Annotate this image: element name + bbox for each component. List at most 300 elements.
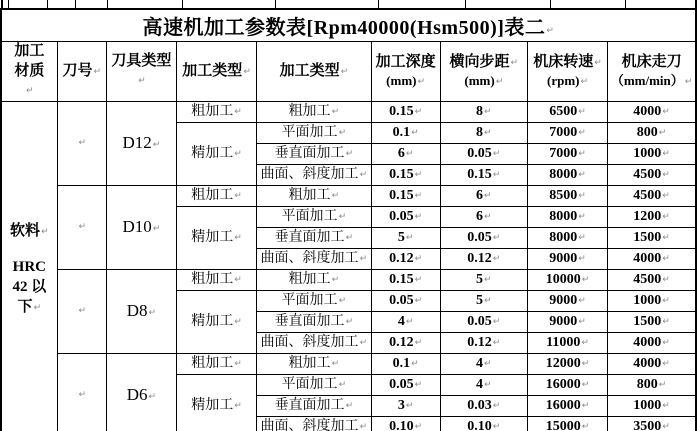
cell-text: 垂直面加工	[274, 229, 345, 245]
paragraph-mark: ↵	[414, 337, 423, 348]
table-row	[1, 269, 696, 290]
paragraph-mark: ↵	[492, 421, 501, 431]
paragraph-mark: ↵	[414, 106, 423, 117]
paragraph-mark: ↵	[662, 190, 670, 201]
paragraph-mark: ↵	[414, 211, 423, 222]
cell-text: 4000	[633, 250, 662, 266]
machining-type-cell	[176, 374, 256, 431]
cell-speed	[527, 101, 607, 122]
col-header-tool-type	[106, 42, 176, 102]
paragraph-mark: ↵	[411, 127, 419, 138]
cell-step	[440, 332, 527, 353]
cell-feed	[608, 101, 696, 122]
cell-step	[440, 290, 527, 311]
cell-text: 4000	[633, 103, 662, 119]
cell-text: 精加工	[191, 313, 234, 329]
cell-text: 1500	[633, 313, 662, 329]
cell-text: 8000	[549, 208, 578, 224]
cell-text: 6	[397, 145, 405, 161]
page-title	[1, 9, 696, 42]
paragraph-mark: ↵	[234, 358, 242, 369]
cell-speed	[527, 332, 607, 353]
paragraph-mark: ↵	[662, 274, 670, 285]
machining-type-cell	[176, 353, 256, 374]
paragraph-mark: ↵	[484, 358, 492, 369]
machining-subtype-cell	[257, 290, 371, 311]
paragraph-mark: ↵	[581, 379, 590, 390]
cell-step	[440, 416, 527, 431]
cell-speed	[527, 143, 607, 164]
cell-text: HRC 42 以下	[12, 258, 47, 316]
cell-text: 粗加工	[288, 103, 331, 119]
previous-table-bottom-edge	[0, 0, 699, 8]
cell-text: 4000	[633, 355, 662, 371]
cell-step	[440, 248, 527, 269]
title-text: 高速机加工参数表[Rpm40000(Hsm500)]表二	[142, 17, 546, 39]
cell-depth	[371, 164, 440, 185]
cell-text: D6	[126, 385, 148, 404]
cell-text: 16000	[545, 376, 581, 392]
cell-speed	[527, 416, 607, 431]
cell-text: 0.05	[467, 229, 492, 245]
cell-text: 800	[636, 124, 658, 140]
cell-text: 9000	[549, 292, 578, 308]
cell-text: 4	[476, 376, 484, 392]
paragraph-mark: ↵	[658, 379, 667, 390]
paragraph-mark: ↵	[78, 306, 86, 317]
grid-line	[8, 0, 9, 8]
paragraph-mark: ↵	[578, 253, 586, 264]
paragraph-mark: ↵	[578, 148, 586, 159]
cell-speed	[527, 185, 607, 206]
paragraph-mark: ↵	[492, 400, 501, 411]
machining-subtype-cell	[257, 353, 371, 374]
cell-step	[440, 227, 527, 248]
cell-step	[440, 395, 527, 416]
header-text: 刀具类型	[111, 52, 172, 69]
paragraph-mark: ↵	[152, 140, 161, 150]
paragraph-mark: ↵	[243, 66, 251, 77]
table-body	[1, 101, 696, 431]
paragraph-mark: ↵	[414, 379, 423, 390]
paragraph-mark: ↵	[662, 337, 670, 348]
cell-text: 10000	[545, 271, 581, 287]
paragraph-mark: ↵	[662, 148, 670, 159]
header-row	[1, 42, 696, 102]
cell-text: 精加工	[191, 145, 234, 161]
cell-step	[440, 206, 527, 227]
paragraph-mark: ↵	[338, 379, 347, 390]
cell-feed	[608, 248, 696, 269]
paragraph-mark: ↵	[359, 421, 368, 431]
cell-text: 1500	[633, 229, 662, 245]
cell-step	[440, 353, 527, 374]
cell-text: 粗加工	[191, 271, 234, 287]
cell-text: 0.12	[389, 334, 414, 350]
cell-speed	[527, 290, 607, 311]
tool-type-cell	[106, 185, 176, 269]
cell-feed	[608, 143, 696, 164]
paragraph-mark: ↵	[662, 316, 670, 327]
cell-depth	[371, 122, 440, 143]
paragraph-mark: ↵	[546, 26, 555, 36]
cell-text: 0.15	[389, 271, 414, 287]
header-text: 加工类型	[182, 62, 243, 79]
cell-depth	[371, 416, 440, 431]
paragraph-mark: ↵	[345, 148, 354, 159]
cell-text: 0.05	[389, 208, 414, 224]
paragraph-mark: ↵	[581, 337, 589, 348]
cell-depth	[371, 374, 440, 395]
paragraph-mark: ↵	[581, 274, 590, 285]
cell-text: 3500	[633, 418, 662, 431]
cell-text: 12000	[545, 355, 581, 371]
paragraph-mark: ↵	[662, 106, 670, 117]
paragraph-mark: ↵	[484, 295, 492, 306]
cell-text: 0.10	[467, 418, 492, 431]
cell-text: 3	[397, 397, 405, 413]
machining-type-cell	[176, 122, 256, 185]
header-unit: (rpm)	[547, 72, 580, 88]
cell-depth	[371, 143, 440, 164]
cell-speed	[527, 395, 607, 416]
paragraph-mark: ↵	[331, 274, 340, 285]
machining-subtype-cell	[257, 374, 371, 395]
cell-text: 1000	[633, 397, 662, 413]
paragraph-mark: ↵	[578, 211, 586, 222]
cell-depth	[371, 185, 440, 206]
cell-text: 1000	[633, 292, 662, 308]
tool-no-cell	[57, 269, 106, 353]
cell-text: 软料	[10, 222, 41, 239]
tool-type-cell	[106, 269, 176, 353]
paragraph-mark: ↵	[234, 190, 242, 201]
paragraph-mark: ↵	[662, 400, 670, 411]
cell-depth	[371, 332, 440, 353]
cell-depth	[371, 101, 440, 122]
cell-text: 0.15	[389, 187, 414, 203]
cell-text: 16000	[545, 397, 581, 413]
cell-text: 6	[476, 187, 484, 203]
machining-subtype-cell	[257, 164, 371, 185]
cell-step	[440, 143, 527, 164]
cell-text: 8500	[549, 187, 578, 203]
paragraph-mark: ↵	[580, 76, 589, 87]
cell-text: 8000	[549, 229, 578, 245]
cell-text: 4000	[633, 334, 662, 350]
cell-feed	[608, 290, 696, 311]
paragraph-mark: ↵	[662, 295, 670, 306]
machining-subtype-cell	[257, 248, 371, 269]
paragraph-mark: ↵	[340, 66, 349, 77]
cell-text: 5	[476, 271, 484, 287]
cell-feed	[608, 374, 696, 395]
cell-depth	[371, 227, 440, 248]
paragraph-mark: ↵	[405, 400, 414, 411]
machining-subtype-cell	[257, 332, 371, 353]
cell-text: 1000	[633, 145, 662, 161]
paragraph-mark: ↵	[234, 274, 242, 285]
table-row	[1, 185, 696, 206]
grid-line	[275, 0, 276, 8]
machining-type-cell	[176, 206, 256, 269]
machining-subtype-cell	[257, 101, 371, 122]
cell-step	[440, 122, 527, 143]
cell-text: 1200	[633, 208, 662, 224]
grid-line	[378, 0, 379, 8]
paragraph-mark: ↵	[405, 232, 414, 243]
paragraph-mark: ↵	[405, 316, 414, 327]
cell-feed	[608, 206, 696, 227]
paragraph-mark: ↵	[234, 316, 242, 327]
paragraph-mark: ↵	[662, 253, 670, 264]
cell-text: 0.12	[467, 334, 492, 350]
cell-feed	[608, 122, 696, 143]
cell-text: 4	[476, 355, 484, 371]
cell-step	[440, 269, 527, 290]
paragraph-mark: ↵	[510, 58, 519, 69]
paragraph-mark: ↵	[484, 379, 492, 390]
cell-feed	[608, 311, 696, 332]
cell-feed	[608, 164, 696, 185]
paragraph-mark: ↵	[594, 58, 602, 69]
header-text: 加工类型	[279, 62, 340, 79]
cell-feed	[608, 269, 696, 290]
cell-text: 粗加工	[288, 187, 331, 203]
paragraph-mark: ↵	[359, 337, 368, 348]
col-header-tool-no	[57, 42, 106, 102]
cell-text: 粗加工	[288, 271, 331, 287]
cell-step	[440, 311, 527, 332]
cell-text: 粗加工	[288, 355, 331, 371]
cell-text: 0.05	[389, 292, 414, 308]
paragraph-mark: ↵	[234, 148, 242, 159]
paragraph-mark: ↵	[138, 76, 146, 87]
tool-no-cell	[57, 353, 106, 431]
cell-text: 0.1	[392, 355, 411, 371]
paragraph-mark: ↵	[484, 190, 492, 201]
cell-text: 5	[476, 292, 484, 308]
cell-text: 平面加工	[281, 124, 338, 140]
paragraph-mark: ↵	[331, 190, 340, 201]
cell-text: 平面加工	[281, 292, 338, 308]
paragraph-mark: ↵	[148, 392, 157, 402]
cell-text: 曲面、斜度加工	[260, 418, 359, 431]
cell-depth	[371, 206, 440, 227]
cell-text: 800	[636, 376, 658, 392]
cell-text: D12	[122, 133, 152, 152]
paragraph-mark: ↵	[484, 127, 492, 138]
cell-text: 4500	[633, 271, 662, 287]
cell-step	[440, 101, 527, 122]
paragraph-mark: ↵	[331, 106, 340, 117]
cell-text: 7000	[549, 124, 578, 140]
paragraph-mark: ↵	[414, 274, 423, 285]
cell-speed	[527, 164, 607, 185]
cell-text: 曲面、斜度加工	[260, 334, 359, 350]
paragraph-mark: ↵	[345, 316, 354, 327]
paragraph-mark: ↵	[414, 169, 423, 180]
paragraph-mark: ↵	[78, 222, 86, 233]
cell-feed	[608, 353, 696, 374]
machining-subtype-cell	[257, 311, 371, 332]
paragraph-mark: ↵	[578, 127, 586, 138]
cell-text: 0.12	[467, 250, 492, 266]
paragraph-mark: ↵	[662, 421, 670, 431]
machining-type-cell	[176, 101, 256, 122]
paragraph-mark: ↵	[495, 76, 504, 87]
cell-text: 平面加工	[281, 376, 338, 392]
cell-text: 6	[476, 208, 484, 224]
paragraph-mark: ↵	[26, 86, 34, 96]
paragraph-mark: ↵	[338, 295, 347, 306]
paragraph-mark: ↵	[578, 316, 586, 327]
cell-speed	[527, 353, 607, 374]
cell-depth	[371, 290, 440, 311]
cell-depth	[371, 269, 440, 290]
cell-depth	[371, 248, 440, 269]
paragraph-mark: ↵	[581, 400, 590, 411]
paragraph-mark: ↵	[411, 358, 419, 369]
cell-feed	[608, 185, 696, 206]
grid-line	[695, 0, 697, 8]
paragraph-mark: ↵	[492, 232, 501, 243]
cell-text: 4	[397, 313, 405, 329]
cell-text: 11000	[546, 334, 581, 350]
paragraph-mark: ↵	[492, 148, 501, 159]
cell-text: 精加工	[191, 397, 234, 413]
paragraph-mark: ↵	[492, 316, 501, 327]
cell-text: 0.05	[467, 145, 492, 161]
grid-line	[182, 0, 183, 8]
col-header-feed	[608, 42, 696, 102]
paragraph-mark: ↵	[414, 253, 423, 264]
parameter-table	[0, 8, 697, 431]
header-text: 加工材质	[14, 43, 45, 79]
cell-speed	[527, 227, 607, 248]
paragraph-mark: ↵	[345, 400, 354, 411]
machining-type-cell	[176, 290, 256, 353]
paragraph-mark: ↵	[484, 274, 492, 285]
cell-text: D10	[122, 217, 152, 236]
cell-text: 曲面、斜度加工	[260, 250, 359, 266]
grid-line	[625, 0, 626, 8]
paragraph-mark: ↵	[345, 232, 354, 243]
cell-text: 0.15	[389, 103, 414, 119]
cell-speed	[527, 248, 607, 269]
cell-speed	[527, 269, 607, 290]
cell-depth	[371, 395, 440, 416]
grid-line	[550, 0, 551, 8]
paragraph-mark: ↵	[414, 295, 423, 306]
cell-text: 0.15	[467, 166, 492, 182]
paragraph-mark: ↵	[234, 400, 242, 411]
cell-text: 平面加工	[281, 208, 338, 224]
col-header-depth	[371, 42, 440, 102]
cell-text: 0.15	[389, 166, 414, 182]
cell-depth	[371, 353, 440, 374]
machining-subtype-cell	[257, 416, 371, 431]
header-text: 加工深度	[375, 54, 436, 71]
paragraph-mark: ↵	[152, 224, 161, 234]
paragraph-mark: ↵	[148, 308, 157, 318]
cell-step	[440, 164, 527, 185]
paragraph-mark: ↵	[338, 127, 347, 138]
paragraph-mark: ↵	[93, 66, 101, 77]
tool-no-cell	[57, 101, 106, 185]
paragraph-mark: ↵	[581, 358, 590, 369]
paragraph-mark: ↵	[484, 211, 492, 222]
grid-line	[1, 0, 3, 8]
paragraph-mark: ↵	[581, 421, 590, 431]
paragraph-mark: ↵	[338, 211, 347, 222]
cell-text: 精加工	[191, 229, 234, 245]
paragraph-mark: ↵	[41, 226, 49, 237]
cell-depth	[371, 311, 440, 332]
tool-no-cell	[57, 185, 106, 269]
header-text: 刀号	[62, 62, 93, 79]
cell-text: 粗加工	[191, 355, 234, 371]
paragraph-mark: ↵	[405, 148, 414, 159]
header-unit: （mm/min）	[610, 72, 684, 88]
cell-feed	[608, 227, 696, 248]
machining-subtype-cell	[257, 143, 371, 164]
tool-type-cell	[106, 353, 176, 431]
cell-text: 4500	[633, 187, 662, 203]
cell-text: 垂直面加工	[274, 145, 345, 161]
paragraph-mark: ↵	[234, 106, 242, 117]
header-text: 机床走刀	[621, 54, 682, 71]
cell-text: 8000	[549, 166, 578, 182]
grid-line	[47, 0, 48, 8]
tool-type-cell	[106, 101, 176, 185]
paragraph-mark: ↵	[658, 127, 667, 138]
paragraph-mark: ↵	[331, 358, 340, 369]
cell-text: 垂直面加工	[274, 313, 345, 329]
paragraph-mark: ↵	[492, 169, 501, 180]
cell-feed	[608, 395, 696, 416]
grid-line	[107, 0, 108, 8]
paragraph-mark: ↵	[414, 190, 423, 201]
col-header-step	[440, 42, 527, 102]
paragraph-mark: ↵	[484, 106, 492, 117]
cell-text: 7000	[549, 145, 578, 161]
cell-text: 4500	[633, 166, 662, 182]
cell-text: 8	[476, 124, 484, 140]
cell-text: 0.1	[392, 124, 411, 140]
col-header-speed	[527, 42, 607, 102]
cell-speed	[527, 311, 607, 332]
machining-subtype-cell	[257, 227, 371, 248]
machining-subtype-cell	[257, 206, 371, 227]
paragraph-mark: ↵	[417, 76, 426, 87]
cell-text: 8	[476, 103, 484, 119]
col-header-machining-subtype	[257, 42, 371, 102]
cell-speed	[527, 374, 607, 395]
table-row	[1, 101, 696, 122]
header-text: 横向步距	[449, 54, 510, 71]
paragraph-mark: ↵	[578, 190, 586, 201]
machining-subtype-cell	[257, 122, 371, 143]
machining-subtype-cell	[257, 185, 371, 206]
cell-text: 0.05	[467, 313, 492, 329]
cell-feed	[608, 416, 696, 431]
machining-subtype-cell	[257, 395, 371, 416]
paragraph-mark: ↵	[662, 232, 670, 243]
paragraph-mark: ↵	[78, 138, 86, 149]
cell-speed	[527, 206, 607, 227]
paragraph-mark: ↵	[662, 169, 670, 180]
